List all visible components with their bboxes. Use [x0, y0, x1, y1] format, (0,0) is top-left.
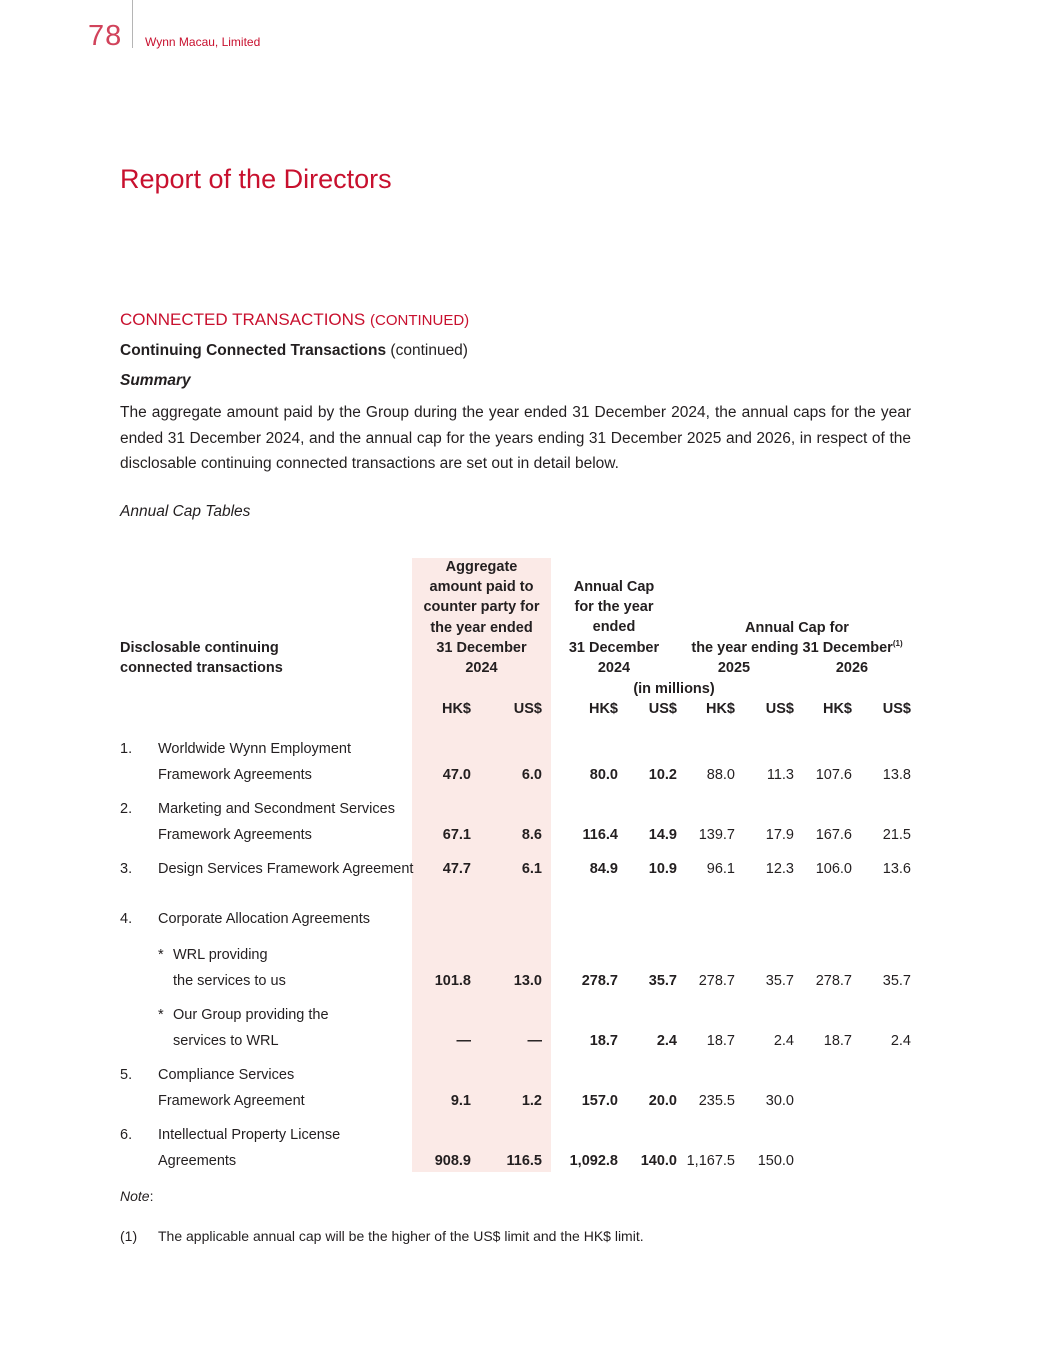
table-cell: 235.5 — [698, 1092, 735, 1109]
row-number: 4. — [120, 911, 133, 927]
header-year-2026: 2026 — [835, 660, 869, 676]
table-cell: 101.8 — [434, 972, 471, 989]
row-label: Compliance Services — [158, 1067, 295, 1083]
table-cell: — — [527, 1032, 542, 1049]
header-currency: HK$ — [705, 701, 735, 717]
row-number: 2. — [120, 801, 133, 817]
page-title: Report of the Directors — [120, 164, 392, 194]
header-currency: US$ — [765, 701, 794, 717]
table-cell: 35.7 — [882, 972, 911, 989]
table-cell: 2.4 — [890, 1032, 911, 1049]
row-label: Framework Agreements — [158, 766, 312, 783]
tables-label: Annual Cap Tables — [120, 503, 251, 520]
table-cell: 88.0 — [706, 766, 735, 783]
row-label: Corporate Allocation Agreements — [158, 911, 370, 927]
table-cell: 35.7 — [648, 972, 677, 989]
row-label: Framework Agreement — [158, 1092, 305, 1109]
header-aggregate-paid: Aggregate amount paid to counter party for the year ended 31 December 2024 — [423, 559, 540, 677]
table-cell: 150.0 — [757, 1152, 794, 1169]
table-cell: — — [456, 1032, 471, 1049]
header-currency: HK$ — [822, 701, 852, 717]
row-label: Design Services Framework Agreement — [158, 861, 414, 877]
row-label: Marketing and Secondment Services — [158, 801, 395, 817]
table-cell: 2.4 — [773, 1032, 794, 1049]
table-cell: 96.1 — [706, 861, 735, 877]
header-annual-cap-future: Annual Cap for the year ending 31 December$^{(1)}$ — [691, 620, 903, 657]
summary-label: Summary — [120, 372, 191, 389]
row-label: Our Group providing the — [173, 1007, 329, 1023]
table-cell: 13.8 — [882, 766, 911, 783]
table-cell: 11.3 — [766, 766, 794, 783]
company-name: Wynn Macau, Limited — [145, 35, 261, 49]
row-label: Agreements — [158, 1152, 237, 1169]
section-heading-text: CONNECTED TRANSACTIONS — [120, 310, 366, 329]
subheading-rest: (continued) — [390, 342, 468, 359]
table-cell: 167.6 — [815, 826, 852, 843]
table-cell: 47.7 — [442, 861, 471, 877]
header-currency: US$ — [648, 701, 677, 717]
header-units: (in millions) — [633, 681, 715, 697]
row-bullet: * — [158, 947, 164, 963]
note-text: The applicable annual cap will be the higher of the US$ limit and the HK$ limit. — [158, 1228, 644, 1244]
table-cell: 1,092.8 — [569, 1152, 618, 1169]
table-cell: 47.0 — [442, 766, 471, 783]
table-cell: 908.9 — [434, 1152, 471, 1169]
row-label: services to WRL — [173, 1032, 279, 1049]
header-currency: US$ — [513, 701, 542, 717]
table-cell: 157.0 — [581, 1092, 618, 1109]
table-cell: 14.9 — [648, 826, 677, 843]
table-cell: 35.7 — [765, 972, 794, 989]
table-cell: 21.5 — [882, 826, 911, 843]
table-cell: 10.9 — [648, 861, 677, 877]
table-cell: 278.7 — [698, 972, 735, 989]
row-number: 5. — [120, 1067, 133, 1083]
table-cell: 8.6 — [521, 826, 542, 843]
note-number: (1) — [120, 1228, 138, 1244]
table-cell: 1.2 — [521, 1092, 542, 1109]
row-number: 1. — [120, 741, 133, 757]
table-cell: 20.0 — [648, 1092, 677, 1109]
row-label: Framework Agreements — [158, 826, 312, 843]
table-cell: 1,167.5 — [686, 1152, 735, 1169]
subheading-bold: Continuing Connected Transactions — [120, 342, 387, 359]
table-cell: 30.0 — [765, 1092, 794, 1109]
table-cell: 67.1 — [442, 826, 471, 843]
table-cell: 139.7 — [698, 826, 735, 843]
intro-paragraph: The aggregate amount paid by the Group during the year ended 31 December 2024, the annual caps for the year ended 31 December 2024, and the annual cap for the years ending 31 December 2025 and 2026, in respect of the disclosable continuing connected transactions are set out in detail below. — [120, 404, 911, 472]
table-cell: 116.4 — [582, 826, 618, 843]
subheading — [120, 342, 468, 360]
table-cell: 18.7 — [706, 1032, 735, 1049]
row-number: 6. — [120, 1127, 133, 1143]
table-cell: 18.7 — [589, 1032, 618, 1049]
table-cell: 6.0 — [521, 766, 542, 783]
table-cell: 106.0 — [815, 861, 852, 877]
header-currency: HK$ — [441, 701, 471, 717]
header-transactions: Disclosable continuing connected transactions — [120, 640, 283, 677]
table-cell: 278.7 — [815, 972, 852, 989]
table-cell: 140.0 — [640, 1152, 677, 1169]
table-cell: 12.3 — [765, 861, 794, 877]
header-year-2025: 2025 — [717, 660, 751, 676]
section-heading — [120, 310, 469, 330]
header-currency: HK$ — [588, 701, 618, 717]
table-cell: 13.6 — [882, 861, 911, 877]
note-label-colon: : — [149, 1188, 154, 1204]
table-cell: 84.9 — [589, 861, 618, 877]
header-currency: US$ — [882, 701, 911, 717]
table-cell: 9.1 — [450, 1092, 471, 1109]
row-label: WRL providing — [173, 947, 268, 963]
table-cell: 10.2 — [648, 766, 677, 783]
row-bullet: * — [158, 1007, 164, 1023]
page-number: 78 — [88, 20, 123, 52]
table-cell: 2.4 — [656, 1032, 677, 1049]
row-label: Worldwide Wynn Employment — [158, 741, 352, 757]
table-cell: 80.0 — [589, 766, 618, 783]
table-cell: 17.9 — [765, 826, 794, 843]
header-annual-cap-2024: Annual Cap for the year ended 31 December 2024 — [568, 579, 660, 676]
row-label: the services to us — [173, 972, 286, 989]
table-cell: 18.7 — [823, 1032, 852, 1049]
row-label: Intellectual Property License — [158, 1127, 341, 1143]
header-divider — [132, 0, 133, 48]
row-number: 3. — [120, 861, 133, 877]
table-cell: 107.6 — [815, 766, 852, 783]
note-label-text: Note — [120, 1188, 150, 1204]
table-cell: 13.0 — [513, 972, 542, 989]
table-cell: 116.5 — [506, 1152, 542, 1169]
table-cell: 278.7 — [581, 972, 618, 989]
section-heading-suffix: (CONTINUED) — [370, 312, 470, 329]
note-label — [120, 1188, 153, 1204]
table-cell: 6.1 — [521, 861, 542, 877]
